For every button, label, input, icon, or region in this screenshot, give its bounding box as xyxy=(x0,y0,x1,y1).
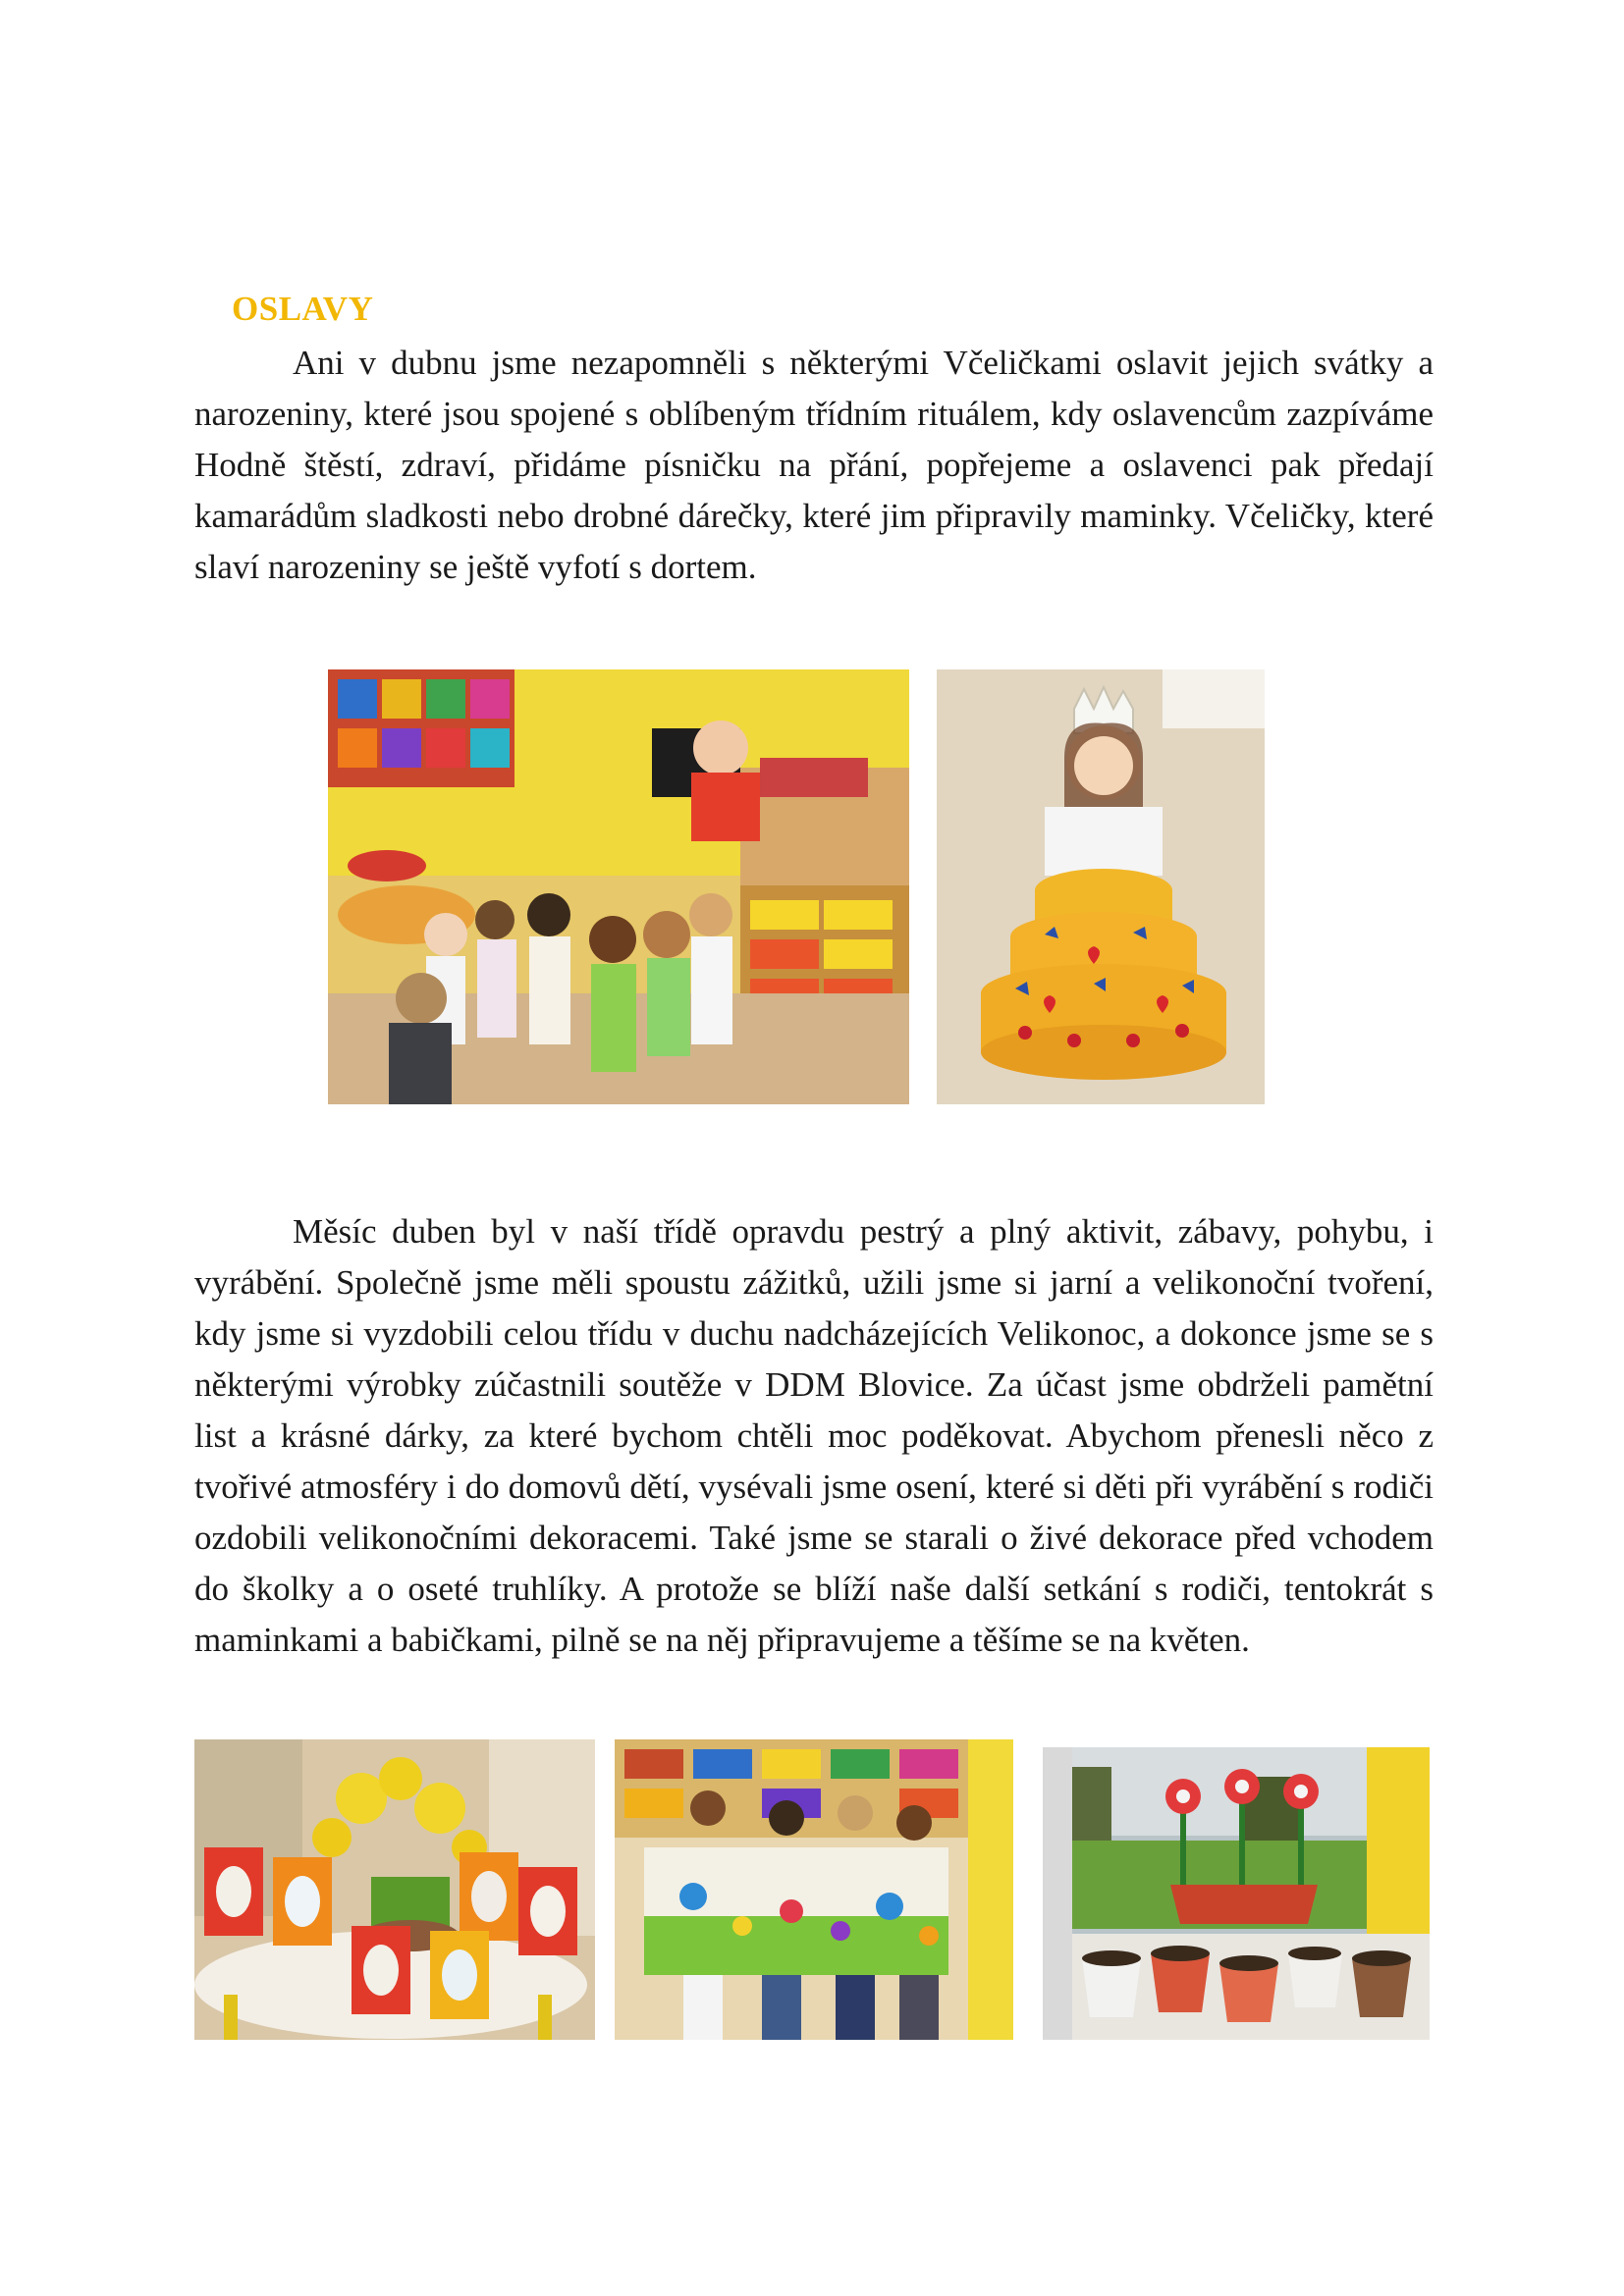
photo-flower-pots xyxy=(1043,1747,1430,2040)
photo-birthday-cake xyxy=(937,669,1265,1104)
section-heading: OSLAVY xyxy=(232,290,374,329)
photo-easter-cards xyxy=(194,1739,595,2040)
photo-children-banner xyxy=(615,1739,1013,2040)
photo-classroom-celebration xyxy=(328,669,909,1104)
paragraph-april-activities: Měsíc duben byl v naší třídě opravdu pestrý a plný aktivit, zábavy, pohybu, i vyrábění. Společně jsme měli spoustu zážitků, užili jsme si jarní a velikonoční tvoření, kdy jsme si vyzdobili celou třídu v duchu nadcházejících Velikonoc, a dokonce jsme se s některými výrobky zúčastnili soutěže v DDM Blovice. Za účast jsme obdrželi pamětní list a krásné dárky, za které bychom chtěli moc poděkovat. Abychom přenesli něco z tvořivé atmosféry i do domovů dětí, vysévali jsme osení, které si děti při vyrábění s rodiči ozdobili velikonočními dekoracemi. Také jsme se starali o živé dekorace před vchodem do školky a o oseté truhlíky. A protože se blíží naše další setkání s rodiči, tentokrát s maminkami a babičkami, pilně se na něj připravujeme a těšíme se na květen. xyxy=(194,1212,1434,1659)
paragraph-celebrations: Ani v dubnu jsme nezapomněli s některými Včeličkami oslavit jejich svátky a narozeniny, které jsou spojené s oblíbeným třídním rituálem, kdy oslavencům zazpíváme Hodně štěstí, zdraví, přidáme písničku na přání, popřejeme a oslavenci pak předají kamarádům sladkosti nebo drobné dárečky, které jim připravily maminky. Včeličky, které slaví narozeniny se ještě vyfotí s dortem. xyxy=(194,344,1434,586)
